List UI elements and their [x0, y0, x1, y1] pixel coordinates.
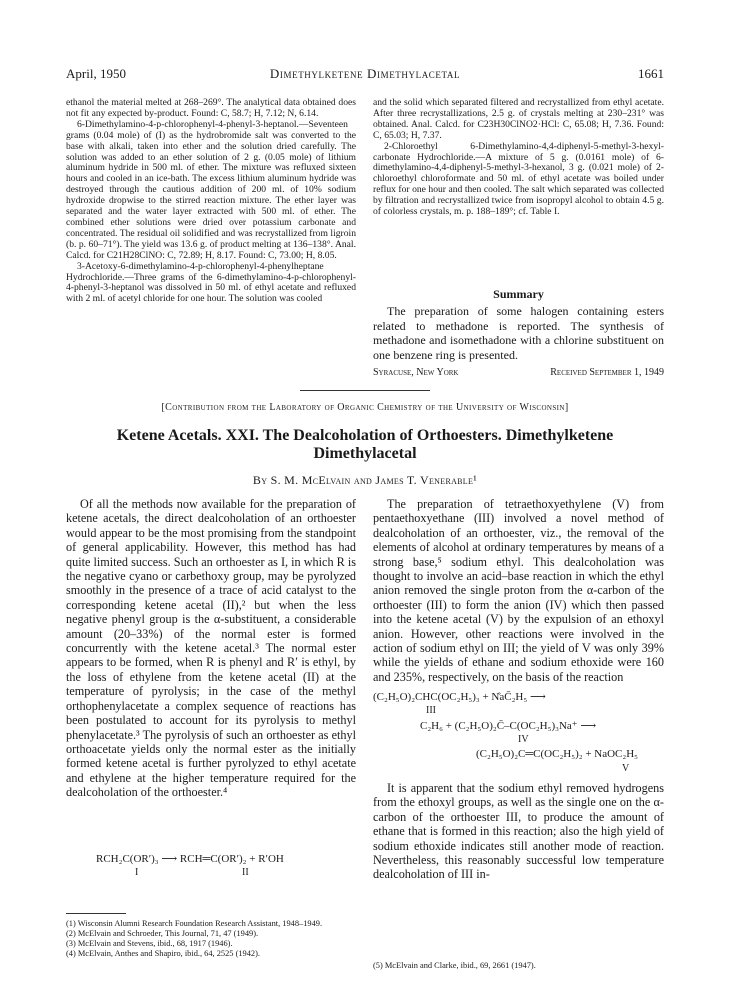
header-page-number: 1661 [638, 66, 664, 81]
article-right-column-cont [373, 781, 664, 882]
byline: By S. M. McElvain and James T. Venerable¹ [252, 473, 478, 487]
body-paragraph: It is apparent that the sodium ethyl removed hydrogens from the ethoxyl groups, as well as the single one on the α-carbon of the orthoester III, to produce the amount of ethane that is formed in this reaction; also the high yield of sodium ethoxide indicates still another mode of reaction. Nevertheless, this reasonably successful low temperature dealcoholation of III in- [373, 781, 664, 882]
equation-1: RCH₂C(OR′)₃ ⟶ RCH═C(OR′)₂ + R′OH [96, 853, 284, 865]
scheme-label-iii: III [426, 705, 436, 716]
article-title-line: Ketene Acetals. XXI. The Dealcoholation of Orthoesters. Dimethylketene [116, 427, 614, 444]
prev-paragraph: 6-Dimethylamino-4-p-chlorophenyl-4-phenyl-3-heptanol.—Seventeen grams (0.04 mole) of (I) as the hydrobromide salt was converted to the base with alkali, taken into ether and the solution dried carefully. The solution was added to an ether solution of 2 g. (0.05 mole) of lithium aluminum hydride in 500 ml. of ether. The mixture was refluxed sixteen hours and cooled in an ice-bath. The excess lithium aluminum hydride was destroyed through the cautious addition of 200 ml. of 10% sodium hydroxide dropwise to the stirred reaction mixture. The ether layer was separated and the water layer extracted with 500 ml. of ether. The combined ether solutions were dried over potassium carbonate and concentrated. The residual oil solidified and was recrystallized from ligroin (b. p. 60–71°). The yield was 13.6 g. of product melting at 136–138°. Anal. Calcd. for C21H28ClNO: C, 72.89; H, 8.17. Found: C, 73.00; H, 8.05. [66, 118, 356, 261]
footnote: (2) McElvain and Schroeder, This Journal, 71, 47 (1949). [66, 929, 259, 938]
prev-paragraph: 3-Acetoxy-6-dimethylamino-4-p-chlorophenyl-4-phenylheptane Hydrochloride.—Three grams of the 6-dimethylamino-4-p-chlorophenyl-4-phenyl-3-heptanol was dissolved in 50 ml. of ethyl acetate and refluxed with 2 ml. of acetyl chloride for one hour. The solution was cooled [66, 260, 356, 305]
article-divider [300, 390, 430, 391]
summary-text: The preparation of some halogen containing esters related to methadone is reported. The synthesis of methadone and isomethadone with a chlorine substituent on one benzene ring is presented. [373, 304, 664, 362]
scheme-label-v: V [622, 763, 630, 774]
article-title [66, 427, 664, 463]
footnote: (4) McElvain, Anthes and Shapiro, ibid., 64, 2525 (1942). [66, 949, 260, 958]
header-date: April, 1950 [66, 66, 126, 81]
article-left-column [66, 497, 356, 800]
footnote-rule [66, 913, 126, 914]
prev-article-right-column [373, 98, 664, 218]
contribution-line: [Contribution from the Laboratory of Organic Chemistry of the University of Wisconsin] [161, 402, 569, 413]
scheme-label-iv: IV [518, 734, 529, 745]
scheme-line-1: (C₂H₅O)₂CHC(OC₂H₅)₃ + N̊aC̄₂H₅ ⟶ [373, 691, 546, 703]
footnotes-left [66, 919, 356, 959]
received-date: Received September 1, 1949 [550, 367, 664, 378]
equation-label-ii: II [242, 867, 249, 878]
equation-label-i: I [135, 867, 139, 878]
article-right-column [373, 497, 664, 684]
prev-article-left-column [66, 98, 356, 305]
body-paragraph: Of all the methods now available for the preparation of ketene acetals, the direct dealcoholation of an orthoester would appear to be the most promising from the standpoint of general applicability. However, this method has had quite limited success. Such an orthoester as I, in which R is the negative cyano or carbethoxy group, may be pyrolyzed smoothly in the presence of a trace of acid catalyst to the corresponding ketene acetal (II),² but when the less negative phenyl group is the α-substituent, a considerable amount (20–33%) of the normal ester is formed concurrently with the ketene acetal.³ The normal ester appears to be formed, when R is phenyl and R′ is ethyl, by the loss of ethylene from the ketene acetal (II) at the temperature of pyrolysis; in the case of the methyl orthophenylacetate a complex sequence of reactions has been postulated to account for its pyrolysis to methyl phenylacetate.³ The pyrolysis of such an orthoester as ethyl orthoacetate yields only the normal ester as the initially formed ketene acetal is further pyrolyzed to ethyl acetate and ethylene at the higher temperature required for the dealcoholation of the orthoester.⁴ [66, 497, 356, 800]
body-paragraph: The preparation of tetraethoxyethylene (V) from pentaethoxyethane (III) involved a novel method of dealcoholation of an orthoester, viz., the removal of the elements of alcohol at ordinary temperatures by means of a strong base,⁵ sodium ethyl. This dealcoholation was thought to involve an acid–base reaction in which the ethyl anion removed the single proton from the α-carbon of the orthoester (III) to form the anion (IV) which then passed into the ketene acetal (V) by the expulsion of an ethoxyl anion. However, other reactions were involved in the action of sodium ethyl on III; the yield of V was only 39% while the yields of ethane and sodium ethoxide were 160 and 235%, respectively, on the basis of the reaction [373, 497, 664, 684]
header-journal-title: Dimethylketene Dimethylacetal [269, 66, 461, 81]
article-title-line: Dimethylacetal [313, 445, 417, 462]
prev-paragraph: 2-Chloroethyl 6-Dimethylamino-4,4-diphenyl-5-methyl-3-hexyl-carbonate Hydrochloride.—A mixture of 5 g. (0.0161 mole) of 6-dimethylamino-4,4-diphenyl-5-methyl-3-hexanol, 3 g. (0.021 mole) of 2-chloroethyl chloroformate and 50 ml. of ethyl acetate was boiled under reflux for one hour and then cooled. The salt which separated was collected by filtration and recrystallized twice from isopropyl alcohol to obtain 4.5 g. of colorless crystals, m. p. 188–189°; cf. Table I. [373, 140, 664, 218]
running-header [66, 66, 664, 84]
prev-paragraph: ethanol the material melted at 268–269°. The analytical data obtained does not fit any expected by-product. Found: C, 58.7; H, 7.12; N, 6.14. [66, 97, 356, 119]
footnote: (1) Wisconsin Alumni Research Foundation Research Assistant, 1948–1949. [66, 919, 323, 928]
footnote: (3) McElvain and Stevens, ibid., 68, 1917 (1946). [66, 939, 233, 948]
summary-heading: Summary [493, 287, 544, 301]
footnote-right: (5) McElvain and Clarke, ibid., 69, 2661 (1947). [373, 961, 536, 970]
scheme-line-2: C₂H₆ + (C₂H₅O)₂C̄–C(OC₂H₅)₃Na⁺ ⟶ [420, 720, 597, 732]
author-location: Syracuse, New York [373, 367, 459, 378]
prev-paragraph: and the solid which separated filtered and recrystallized from ethyl acetate. After three recrystallizations, 2.5 g. of crystals melting at 230–231° was obtained. Anal. Calcd. for C23H30ClNO2·HCl: C, 65.08; H, 7.36. Found: C, 65.03; H, 7.37. [373, 97, 664, 141]
scheme-line-3: (C₂H₅O)₂C═C(OC₂H₅)₂ + NaOC₂H₅ [476, 748, 639, 760]
